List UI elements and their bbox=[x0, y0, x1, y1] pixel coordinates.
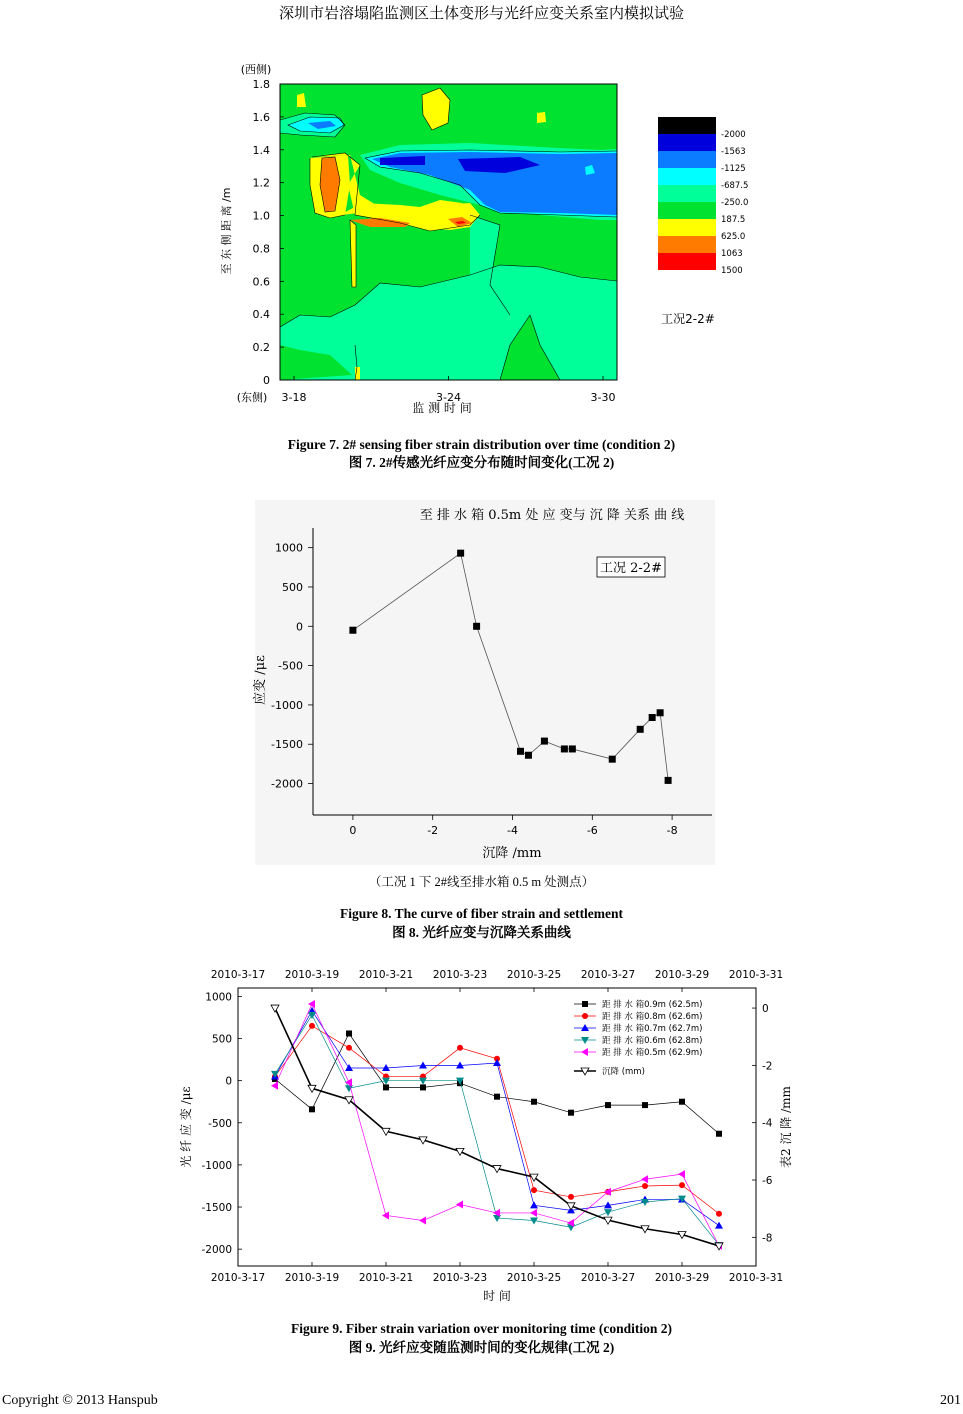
data-point bbox=[419, 1217, 426, 1225]
y-axis-ticks bbox=[201, 991, 242, 1256]
y2-axis-label: 表2 沉 降 /mm bbox=[779, 1086, 793, 1168]
data-point bbox=[457, 550, 464, 557]
data-point bbox=[679, 1182, 685, 1188]
x-tick-label: 0 bbox=[349, 824, 357, 837]
x-tick-label: 2010-3-31 bbox=[728, 1272, 784, 1284]
contour-region-yellow-dot bbox=[537, 112, 546, 123]
data-point bbox=[678, 1170, 685, 1178]
y-tick-label: -2000 bbox=[201, 1244, 232, 1257]
data-point bbox=[346, 1045, 352, 1051]
x-axis-label: 时 间 bbox=[483, 1289, 511, 1303]
x-tick-label: 3-24 bbox=[436, 391, 461, 404]
y-tick-label: 500 bbox=[282, 580, 303, 594]
data-point bbox=[345, 1078, 352, 1086]
data-point bbox=[609, 756, 616, 763]
y-tick-label: -2000 bbox=[271, 777, 303, 791]
page-number: 201 bbox=[940, 1393, 961, 1408]
x-tick-label-top: 2010-3-27 bbox=[580, 969, 636, 981]
legend-level-label: -1125 bbox=[721, 164, 746, 174]
x-tick-label: 2010-3-21 bbox=[358, 1272, 414, 1284]
figure-7-contour-chart bbox=[0, 55, 963, 475]
y2-tick-label: 0 bbox=[762, 1003, 769, 1016]
data-point bbox=[561, 745, 568, 752]
chart-legend bbox=[574, 999, 702, 1077]
y-tick-label: -500 bbox=[278, 659, 303, 673]
running-header: 深圳市岩溶塌陷监测区土体变形与光纤应变关系室内模拟试验 bbox=[278, 4, 684, 22]
y-axis-ticks bbox=[253, 78, 285, 387]
data-point bbox=[383, 1084, 389, 1090]
y2-tick-label: -6 bbox=[762, 1175, 773, 1188]
legend-level-label: 625.0 bbox=[721, 232, 746, 242]
data-point bbox=[716, 1131, 722, 1137]
legend-entry: 距 排 水 箱0.7m (62.7m) bbox=[602, 1024, 703, 1034]
y-tick-label: 1.6 bbox=[252, 110, 270, 124]
data-point bbox=[716, 1211, 722, 1217]
data-point bbox=[530, 1201, 538, 1208]
y-tick-label: 0.8 bbox=[252, 242, 270, 256]
y-axis-label: 光 纤 应 变 /με bbox=[179, 1086, 193, 1168]
y-tick-label: 1.4 bbox=[252, 143, 270, 157]
x-tick-label: -8 bbox=[666, 824, 678, 837]
legend-level-label: 1500 bbox=[721, 266, 743, 276]
legend-swatch bbox=[658, 185, 716, 202]
figure-8-caption-en: Figure 8. The curve of fiber strain and settlement bbox=[339, 906, 624, 921]
figure-7-caption-en: Figure 7. 2# sensing fiber strain distribution over time (condition 2) bbox=[287, 437, 676, 452]
y2-tick-label: -8 bbox=[762, 1232, 773, 1245]
data-point bbox=[581, 1024, 589, 1031]
x-tick-label: 2010-3-17 bbox=[210, 1272, 266, 1284]
x-tick-label-top: 2010-3-25 bbox=[506, 969, 562, 981]
legend-entry: 距 排 水 箱0.5m (62.9m) bbox=[602, 1048, 703, 1058]
y-axis-label: 应变 /με bbox=[253, 655, 268, 705]
data-point bbox=[642, 1102, 648, 1108]
data-point bbox=[345, 1064, 353, 1071]
legend-swatch bbox=[658, 151, 716, 168]
y-tick-label: -1500 bbox=[201, 1202, 232, 1215]
x-tick-label: 3-18 bbox=[281, 391, 307, 404]
data-point bbox=[525, 752, 532, 759]
figure-9-caption-en: Figure 9. Fiber strain variation over monitoring time (condition 2) bbox=[291, 1321, 672, 1336]
figure-9-multi-line-chart bbox=[0, 962, 963, 1312]
data-point bbox=[605, 1102, 611, 1108]
data-point bbox=[420, 1084, 426, 1090]
legend-entry: 距 排 水 箱0.8m (62.6m) bbox=[602, 1012, 703, 1022]
x-tick-label-top: 2010-3-31 bbox=[728, 969, 784, 981]
data-point bbox=[665, 777, 672, 784]
data-point bbox=[657, 709, 664, 716]
data-point bbox=[582, 1001, 588, 1007]
data-point bbox=[456, 1201, 463, 1209]
x-tick-label: -4 bbox=[507, 824, 518, 837]
copyright-notice: Copyright © 2013 Hanspub bbox=[2, 1393, 158, 1408]
legend-level-label: -2000 bbox=[721, 130, 746, 140]
x-tick-label: -6 bbox=[586, 824, 598, 837]
legend-label: 工况 2-2# bbox=[600, 561, 662, 576]
data-point bbox=[419, 1078, 427, 1085]
y-bottom-note: (东侧) bbox=[236, 391, 268, 404]
y-tick-label: -1000 bbox=[201, 1159, 232, 1172]
data-point bbox=[530, 1209, 537, 1217]
y-tick-label: 0 bbox=[296, 620, 303, 634]
data-point bbox=[568, 1194, 574, 1200]
legend-swatch bbox=[658, 236, 716, 253]
data-point bbox=[641, 1175, 648, 1183]
data-point bbox=[419, 1062, 427, 1069]
x-axis-label: 监 测 时 间 bbox=[412, 401, 472, 415]
data-point bbox=[531, 1187, 537, 1193]
legend-swatch bbox=[658, 117, 716, 134]
x-axis-label: 沉降 /mm bbox=[482, 846, 542, 861]
y-tick-label: 1.0 bbox=[252, 209, 270, 223]
legend-level-label: -250.0 bbox=[721, 198, 749, 208]
data-point bbox=[531, 1099, 537, 1105]
chart-background bbox=[255, 500, 715, 865]
legend-swatch bbox=[658, 253, 716, 270]
data-point bbox=[604, 1209, 612, 1216]
legend-swatch bbox=[658, 168, 716, 185]
figure-9-caption-cn: 图 9. 光纤应变随监测时间的变化规律(工况 2) bbox=[348, 1340, 615, 1355]
data-point bbox=[637, 726, 644, 733]
y-axis-label: 至 东 侧 距 离 /m bbox=[220, 187, 233, 275]
data-point bbox=[541, 738, 548, 745]
x-tick-label-top: 2010-3-29 bbox=[654, 969, 710, 981]
data-point bbox=[569, 745, 576, 752]
data-point bbox=[494, 1094, 500, 1100]
x-tick-label: 2010-3-27 bbox=[580, 1272, 636, 1284]
x-tick-label: -2 bbox=[427, 824, 439, 837]
x-tick-label: 2010-3-23 bbox=[432, 1272, 488, 1284]
data-point bbox=[309, 1106, 315, 1112]
figure-8-line-chart bbox=[0, 500, 963, 870]
x-tick-label: 2010-3-19 bbox=[284, 1272, 340, 1284]
x-tick-label-top: 2010-3-19 bbox=[284, 969, 340, 981]
data-point bbox=[581, 1048, 588, 1056]
x-axis-ticks-top bbox=[211, 969, 783, 992]
data-point bbox=[271, 1082, 278, 1090]
x-tick-label-top: 2010-3-21 bbox=[358, 969, 414, 981]
contour-legend bbox=[658, 117, 748, 276]
y-tick-label: 1.2 bbox=[252, 176, 270, 190]
x-tick-label: 2010-3-29 bbox=[654, 1272, 710, 1284]
y-tick-label: 1.8 bbox=[252, 78, 270, 91]
data-point bbox=[582, 1013, 588, 1019]
data-point bbox=[715, 1222, 723, 1229]
y-tick-label: -500 bbox=[208, 1117, 232, 1130]
y-tick-label: 1000 bbox=[275, 541, 303, 555]
legend-level-label: 187.5 bbox=[721, 215, 746, 225]
chart-title: 至 排 水 箱 0.5m 处 应 变与 沉 降 关系 曲 线 bbox=[419, 508, 685, 523]
legend-level-label: -687.5 bbox=[721, 181, 749, 191]
data-point bbox=[349, 627, 356, 634]
y-tick-label: -1000 bbox=[271, 698, 303, 712]
y-tick-label: 0 bbox=[263, 374, 270, 387]
legend-swatch bbox=[658, 134, 716, 151]
x-tick-label: 2010-3-25 bbox=[506, 1272, 562, 1284]
data-point bbox=[346, 1030, 352, 1036]
x-axis-ticks-bottom bbox=[211, 1262, 783, 1284]
data-point bbox=[568, 1110, 574, 1116]
y-tick-label: 500 bbox=[211, 1033, 232, 1046]
data-point bbox=[642, 1183, 648, 1189]
y2-tick-label: -4 bbox=[762, 1117, 773, 1130]
data-point bbox=[517, 748, 524, 755]
data-point bbox=[649, 714, 656, 721]
legend-level-label: 1063 bbox=[721, 249, 743, 259]
data-point bbox=[457, 1045, 463, 1051]
y-tick-label: 0.6 bbox=[252, 275, 270, 289]
data-point bbox=[581, 1037, 589, 1044]
legend-swatch bbox=[658, 202, 716, 219]
data-point bbox=[473, 623, 480, 630]
figure-8-note: （工况 1 下 2#线至排水箱 0.5 m 处测点） bbox=[368, 875, 595, 889]
y-tick-label: 1000 bbox=[205, 991, 232, 1004]
figure-7-caption-cn: 图 7. 2#传感光纤应变分布随时间变化(工况 2) bbox=[348, 455, 615, 470]
legend-level-label: -1563 bbox=[721, 147, 746, 157]
contour-plot-area bbox=[253, 78, 618, 404]
condition-annotation: 工况2-2# bbox=[661, 312, 715, 326]
data-point bbox=[493, 1059, 501, 1066]
y-tick-label: -1500 bbox=[271, 738, 303, 752]
data-point bbox=[679, 1099, 685, 1105]
legend-swatch bbox=[658, 219, 716, 236]
y2-axis-ticks bbox=[752, 1003, 773, 1244]
data-point bbox=[308, 1000, 315, 1008]
y2-tick-label: -2 bbox=[762, 1060, 773, 1073]
x-tick-label: 3-30 bbox=[590, 391, 616, 404]
y-tick-label: 0.2 bbox=[252, 341, 270, 355]
legend-entry: 沉降 (mm) bbox=[602, 1067, 645, 1077]
x-tick-label-top: 2010-3-17 bbox=[210, 969, 266, 981]
y-top-note: (西侧) bbox=[240, 63, 272, 76]
x-tick-label-top: 2010-3-23 bbox=[432, 969, 488, 981]
data-point bbox=[271, 1005, 279, 1012]
legend-entry: 距 排 水 箱0.6m (62.8m) bbox=[602, 1036, 703, 1046]
y-tick-label: 0.4 bbox=[252, 308, 270, 322]
y-tick-label: 0 bbox=[225, 1075, 232, 1088]
data-point bbox=[309, 1023, 315, 1029]
figure-8-caption-cn: 图 8. 光纤应变与沉降关系曲线 bbox=[392, 925, 571, 940]
legend-entry: 距 排 水 箱0.9m (62.5m) bbox=[602, 1000, 703, 1010]
